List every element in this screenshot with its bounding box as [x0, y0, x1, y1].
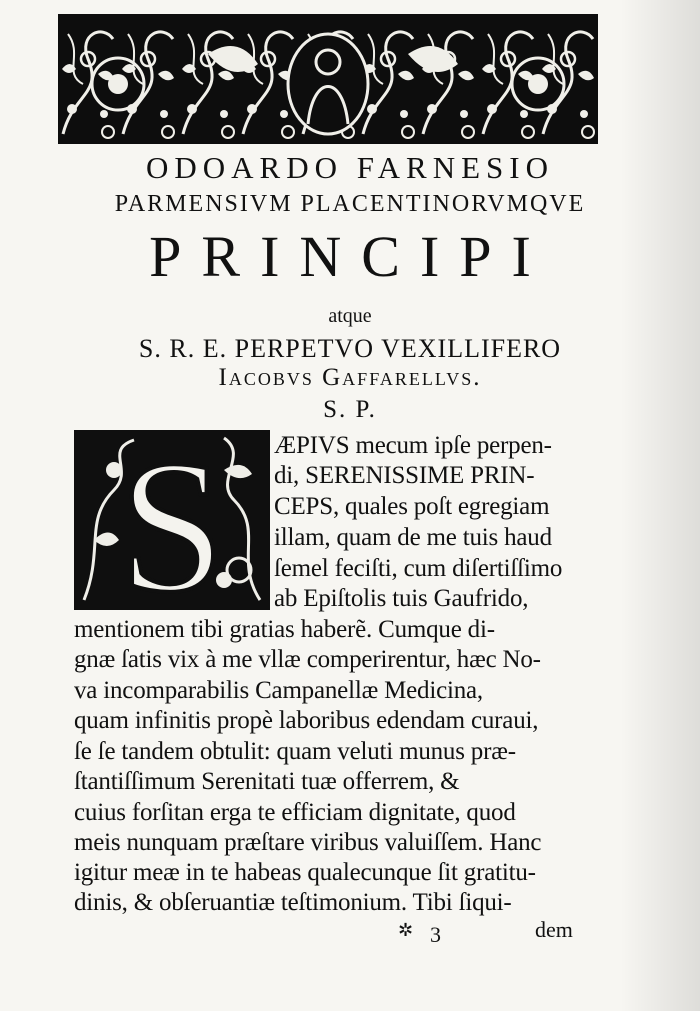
dedicatee-name: ODOARDO FARNESIO	[145, 150, 555, 185]
body-line: ÆPIVS mecum ipſe perpen-	[274, 432, 552, 459]
dedicatee-office: S. R. E. PERPETVO VEXILLIFERO	[138, 334, 562, 363]
body-line: gnæ ſatis vix à me vllæ comperirentur, hæc No-	[74, 646, 541, 673]
body-line: mentionem tibi gratias haberẽ. Cumque di-	[74, 616, 495, 643]
body-line: ſe ſe tandem obtulit: quam veluti munus præ-	[74, 738, 516, 765]
headpiece-ornament	[58, 14, 598, 144]
body-line: dinis, & obſeruantiæ teſtimonium. Tibi ſiqui-	[74, 889, 512, 916]
conjunction: atque	[328, 305, 372, 327]
catchword: dem	[535, 917, 573, 942]
salutation: S. P.	[323, 396, 377, 423]
body-line: ab Epiſtolis tuis Gaufrido,	[274, 585, 529, 612]
dedicatee-title: PRINCIPI	[149, 224, 551, 289]
body-line: cuius forſitan erga te efficiam dignitate, quod	[74, 799, 516, 826]
signature-number: 3	[430, 922, 441, 947]
body-line: CEPS, quales poſt egregiam	[274, 493, 550, 520]
author-name: Iacobvs Gaffarellvs.	[218, 364, 482, 391]
body-line: va incomparabilis Campanellæ Medicina,	[74, 677, 483, 704]
body-line: di, SERENISSIME PRIN-	[274, 462, 535, 489]
body-line: illam, quam de me tuis haud	[274, 524, 552, 551]
initial-letter: S	[119, 430, 225, 610]
signature-mark	[398, 920, 441, 948]
body-line: igitur meæ in te habeas qualecunque ſit gratitu-	[74, 859, 536, 886]
decorated-initial	[74, 430, 270, 610]
body-line: quam infinitis propè laboribus edendam curaui,	[74, 707, 539, 734]
body-line: meis nunquam præſtare viribus valuiſſem. Hanc	[74, 829, 542, 856]
asterisk-icon: ✲	[398, 920, 414, 940]
body-line: ſemel feciſti, cum diſertiſſimo	[274, 555, 563, 582]
body-line: ſtantiſſimum Serenitati tuæ offerrem, &	[74, 768, 460, 795]
dedicatee-territories: PARMENSIVM PLACENTINORVMQVE	[114, 191, 586, 217]
